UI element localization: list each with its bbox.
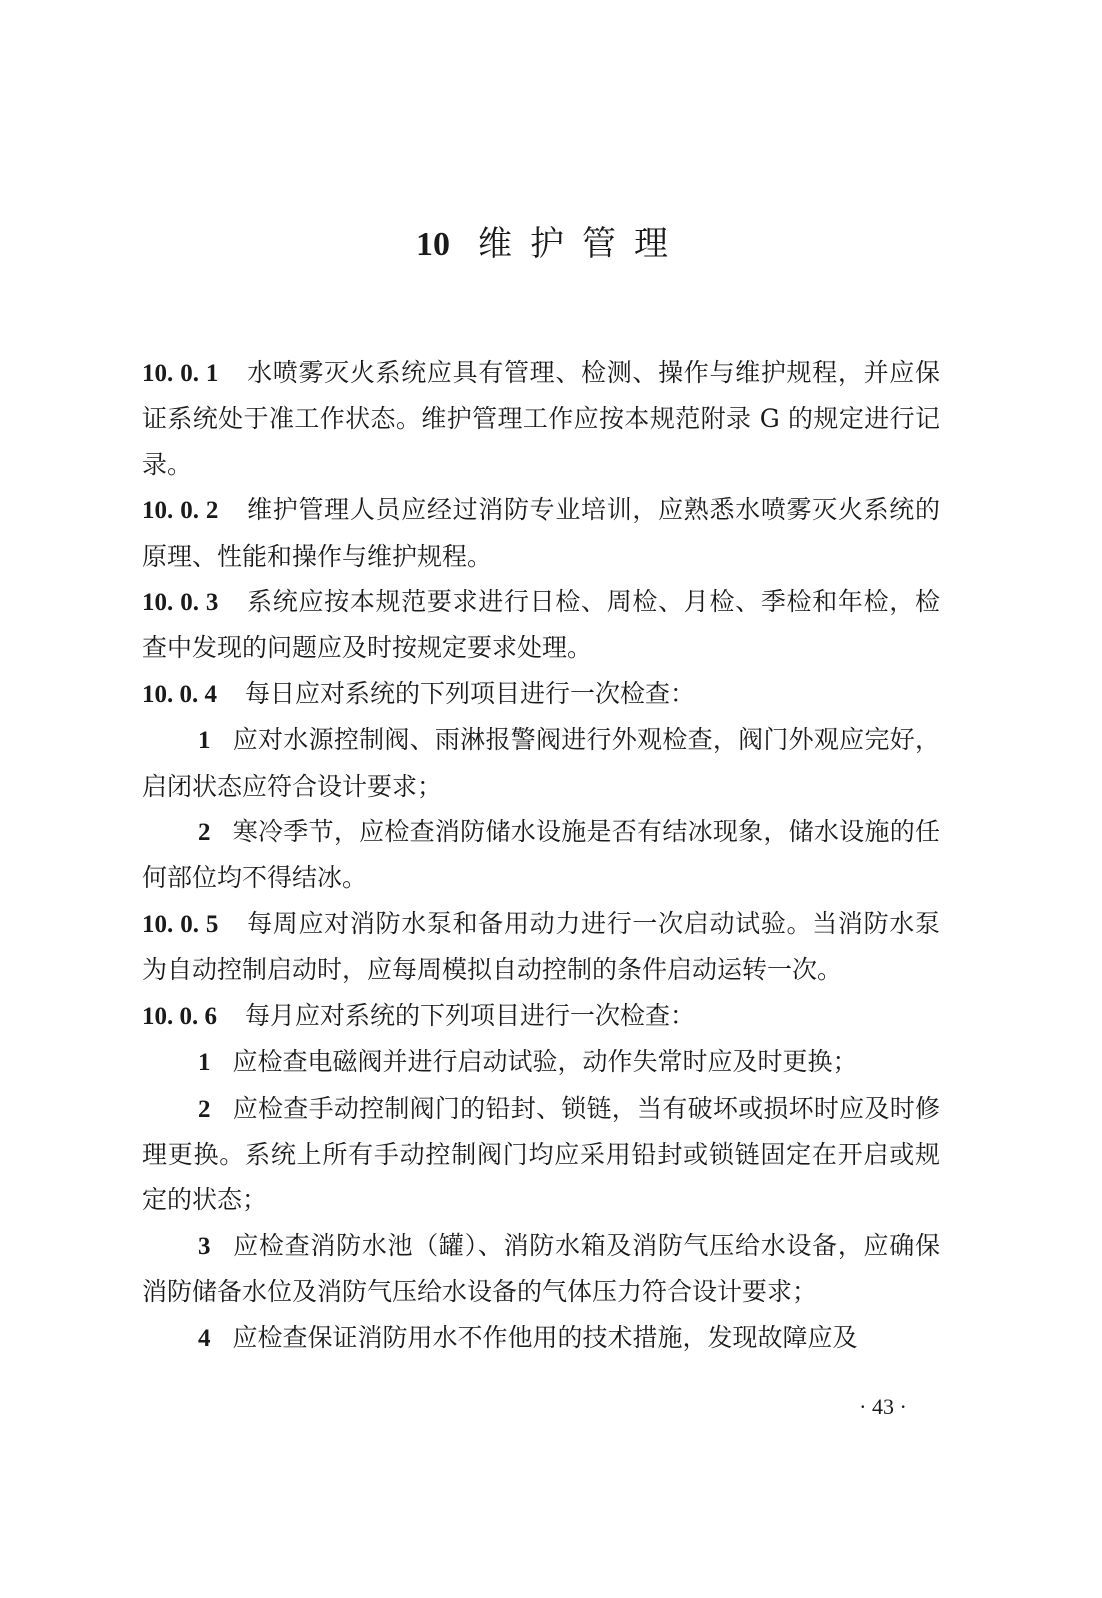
clause-number: 10. 0. 4 [142, 680, 217, 708]
clause-10-0-4 [142, 671, 940, 717]
chapter-title [0, 218, 1102, 271]
clause-10-0-2 [142, 487, 940, 579]
clause-text: 维护管理人员应经过消防专业培训，应熟悉水喷雾灭火系统的原理、性能和操作与维护规程。 [142, 495, 940, 571]
clause-number: 10. 0. 6 [142, 1002, 217, 1030]
item-text: 应检查电磁阀并进行启动试验，动作失常时应及时更换； [232, 1047, 858, 1077]
item-10-0-4-1 [142, 717, 940, 809]
item-text: 应对水源控制阀、雨淋报警阀进行外观检查，阀门外观应完好，启闭状态应符合设计要求； [142, 725, 940, 801]
item-10-0-6-3 [142, 1223, 940, 1315]
clause-10-0-5 [142, 901, 940, 993]
clause-10-0-1 [142, 350, 940, 487]
page-number: · 43 · [859, 1394, 907, 1419]
chapter-number: 10 [416, 226, 450, 263]
item-number: 3 [198, 1232, 211, 1260]
item-text: 应检查手动控制阀门的铅封、锁链，当有破坏或损坏时应及时修理更换。系统上所有手动控制阀门均应采用铅封或锁链固定在开启或规定的状态； [142, 1093, 940, 1215]
clause-number: 10. 0. 5 [142, 910, 219, 938]
chapter-name: 维护管理 [478, 224, 686, 264]
clause-text: 每周应对消防水泵和备用动力进行一次启动试验。当消防水泵为自动控制启动时，应每周模拟自动控制的条件启动运转一次。 [142, 908, 940, 985]
item-number: 2 [198, 819, 211, 847]
item-text: 寒冷季节，应检查消防储水设施是否有结冰现象，储水设施的任何部位均不得结冰。 [142, 817, 940, 893]
clause-text: 每月应对系统的下列项目进行一次检查： [245, 1000, 696, 1030]
item-number: 2 [198, 1095, 211, 1123]
item-number: 1 [198, 727, 211, 755]
item-number: 1 [198, 1049, 211, 1077]
clause-10-0-6 [142, 993, 940, 1039]
body-text [142, 350, 940, 1361]
clause-text: 系统应按本规范要求进行日检、周检、月检、季检和年检，检查中发现的问题应及时按规定要求处理。 [142, 587, 940, 663]
clause-number: 10. 0. 1 [142, 360, 219, 387]
clause-number: 10. 0. 3 [142, 589, 219, 617]
clause-number: 10. 0. 2 [142, 497, 219, 525]
clause-text: 水喷雾灭火系统应具有管理、检测、操作与维护规程，并应保证系统处于准工作状态。维护管理工作应按本规范附录 G 的规定进行记录。 [142, 358, 940, 479]
item-text: 应检查消防水池（罐）、消防水箱及消防气压给水设备，应确保消防储备水位及消防气压给水设备的气体压力符合设计要求； [142, 1230, 940, 1307]
item-10-0-6-4 [142, 1315, 940, 1361]
item-10-0-4-2 [142, 809, 940, 901]
item-text: 应检查保证消防用水不作他用的技术措施，发现故障应及 [232, 1322, 858, 1352]
item-10-0-6-2 [142, 1086, 940, 1223]
item-10-0-6-1 [142, 1039, 940, 1085]
clause-text: 每日应对系统的下列项目进行一次检查： [245, 678, 696, 708]
item-number: 4 [198, 1324, 211, 1352]
clause-10-0-3 [142, 579, 940, 671]
